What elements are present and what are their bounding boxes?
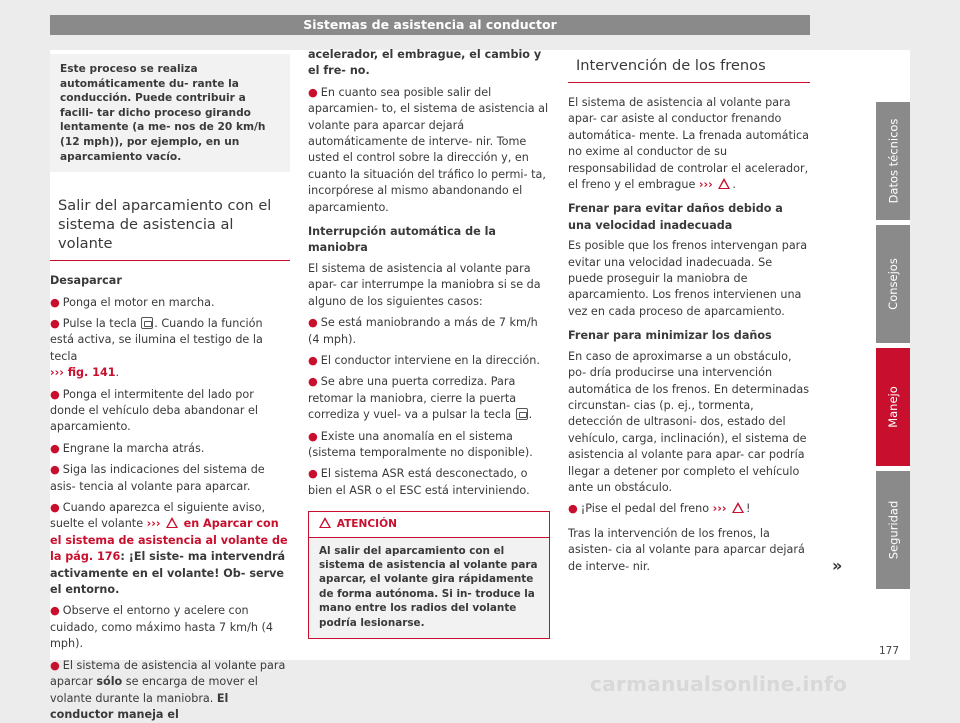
warning-triangle-icon: [718, 178, 730, 189]
list-item: ● El conductor interviene en la dirección.: [308, 353, 540, 367]
bullet-icon: ●: [308, 467, 318, 481]
bullet-icon: ●: [50, 501, 60, 515]
bullet-icon: ●: [50, 604, 60, 618]
bullet-icon: ●: [50, 463, 60, 477]
list-item: ● Se está maniobrando a más de 7 km/h (4 mph).: [308, 316, 538, 346]
bullet-icon: ●: [308, 316, 318, 330]
warning-triangle-icon: [319, 517, 331, 528]
warning-text: Al salir del aparcamiento con el sistema de asistencia al volante para aparcar, el volante gira rápidamente de forma autónoma. Si in- troduce la mano entre los radios del volante podría lesionarse.: [309, 538, 549, 638]
paragraph: En caso de aproximarse a un obstáculo, po- dría producirse una intervención automática de los frenos. En determinadas circunstan- cias (p. ej., tormenta, detección de ultrasoni- dos, estado del vehículo, carga, inclinación), el sistema de asistencia al volante para apar- car podría llegar a detener por completo el vehículo ante un obstáculo.: [568, 349, 810, 494]
chapter-tabs: [876, 102, 910, 594]
bullet-icon: ●: [50, 316, 60, 330]
page-number: 177: [879, 645, 900, 657]
list-item: ● ¡Pise el pedal del freno ››› !: [568, 502, 751, 516]
list-item: ● El sistema ASR está desconectado, o bien el ASR o el ESC está interviniendo.: [308, 467, 530, 497]
subheading-interrupcion: Interrupción automática de la maniobra: [308, 225, 496, 255]
list-item: ● Existe una anomalía en el sistema (sistema temporalmente no disponible).: [308, 429, 533, 459]
header-title: Sistemas de asistencia al conductor: [303, 17, 557, 32]
section-title-frenos: Intervención de los frenos: [568, 50, 810, 83]
continued-text: acelerador, el embrague, el cambio y el fre- no.: [308, 48, 542, 78]
figure-link[interactable]: ››› fig. 141: [50, 366, 116, 380]
section-title-salir: Salir del aparcamiento con el sistema de asistencia al volante: [50, 190, 290, 261]
subheading-desaparcar: Desaparcar: [50, 274, 122, 288]
bullet-icon: ●: [50, 441, 60, 455]
paragraph: Tras la intervención de los frenos, la asisten- cia al volante para aparcar dejará de interve- nir.: [568, 526, 805, 573]
list-item: ● Engrane la marcha atrás.: [50, 441, 205, 455]
reference-arrows[interactable]: ›››: [146, 517, 161, 531]
bullet-icon: ●: [308, 429, 318, 443]
paragraph: El sistema de asistencia al volante para apar- car asiste al conductor frenando automática- mente. La frenada automática no exime al conductor de su responsabilidad de controlar el acelerador, el freno y el embrague ››› .: [568, 96, 809, 192]
list-item: ● Pulse la tecla . Cuando la función está activa, se ilumina el testigo de la tecla ››› fig. 141.: [50, 316, 263, 380]
tab-consejos[interactable]: Consejos: [876, 225, 910, 343]
page-header: [50, 15, 810, 35]
list-item: ● Ponga el motor en marcha.: [50, 295, 215, 309]
reference-arrows[interactable]: ›››: [698, 178, 713, 192]
list-item: ● Observe el entorno y acelere con cuidado, como máximo hasta 7 km/h (4 mph).: [50, 604, 273, 651]
watermark: carmanualsonline.info: [590, 672, 848, 696]
paragraph: Es posible que los frenos intervengan para evitar una velocidad inadecuada. Se puede proseguir la maniobra de aparcamiento. Los frenos intervienen una vez en cada proceso de aparcamiento.: [568, 239, 808, 318]
warning-triangle-icon: [166, 517, 178, 528]
subheading-velocidad: Frenar para evitar daños debido a una velocidad inadecuada: [568, 202, 783, 232]
list-item: ● Ponga el intermitente del lado por donde el vehículo deba abandonar el aparcamiento.: [50, 387, 259, 434]
park-assist-key-icon: [516, 408, 528, 420]
bullet-icon: ●: [50, 295, 60, 309]
column-2: [308, 47, 550, 639]
list-item: ● En cuanto sea posible salir del aparcamien- to, el sistema de asistencia al volante para aparcar dejará automáticamente de interve- nir. Tome usted el control sobre la dirección y, en cuanto la situación del tráfico lo permi- ta, incorpórese al mismo abandonando el aparcamiento.: [308, 85, 549, 214]
bullet-icon: ●: [50, 658, 60, 672]
bullet-icon: ●: [308, 353, 318, 367]
bullet-icon: ●: [50, 387, 60, 401]
cross-reference-link[interactable]: en Aparcar con el sistema de asistencia al volante de la pág. 176: [50, 517, 288, 564]
subheading-minimizar: Frenar para minimizar los daños: [568, 329, 772, 343]
bullet-icon: ●: [308, 375, 318, 389]
list-item: ● Cuando aparezca el siguiente aviso, suelte el volante ››› en Aparcar con el sistema de asistencia al volante de la pág. 176: ¡El siste- ma intervendrá activamente en el volante! Ob- serve el entorno.: [50, 501, 288, 597]
column-3: [568, 50, 810, 575]
tab-datos-tecnicos[interactable]: Datos técnicos: [876, 102, 910, 220]
park-assist-key-icon: [141, 317, 153, 329]
list-item: ● Se abre una puerta corrediza. Para retomar la maniobra, cierre la puerta corrediza y vuel- va a pulsar la tecla .: [308, 375, 533, 422]
bullet-icon: ●: [568, 502, 578, 516]
warning-triangle-icon: [732, 502, 744, 513]
warning-box: [308, 511, 550, 639]
column-1: [50, 50, 290, 723]
bullet-icon: ●: [308, 85, 318, 99]
list-item: ● El sistema de asistencia al volante para aparcar sólo se encarga de mover el volante durante la maniobra. El conductor maneja el: [50, 658, 286, 721]
tab-seguridad[interactable]: Seguridad: [876, 471, 910, 589]
warning-header: ATENCIÓN: [309, 512, 549, 537]
paragraph: El sistema de asistencia al volante para apar- car interrumpe la maniobra si se da alguno de los siguientes casos:: [308, 261, 541, 308]
list-item: ● Siga las indicaciones del sistema de asis- tencia al volante para aparcar.: [50, 463, 265, 493]
continue-arrow: »: [832, 556, 843, 575]
reference-arrows[interactable]: ›››: [712, 502, 727, 516]
info-note: Este proceso se realiza automáticamente du- rante la conducción. Puede contribuir a facili- tar dicho proceso girando lentamente (a me- nos de 20 km/h (12 mph)), por ejemplo, en un aparcamiento vacío.: [50, 54, 290, 172]
tab-manejo[interactable]: Manejo: [876, 348, 910, 466]
